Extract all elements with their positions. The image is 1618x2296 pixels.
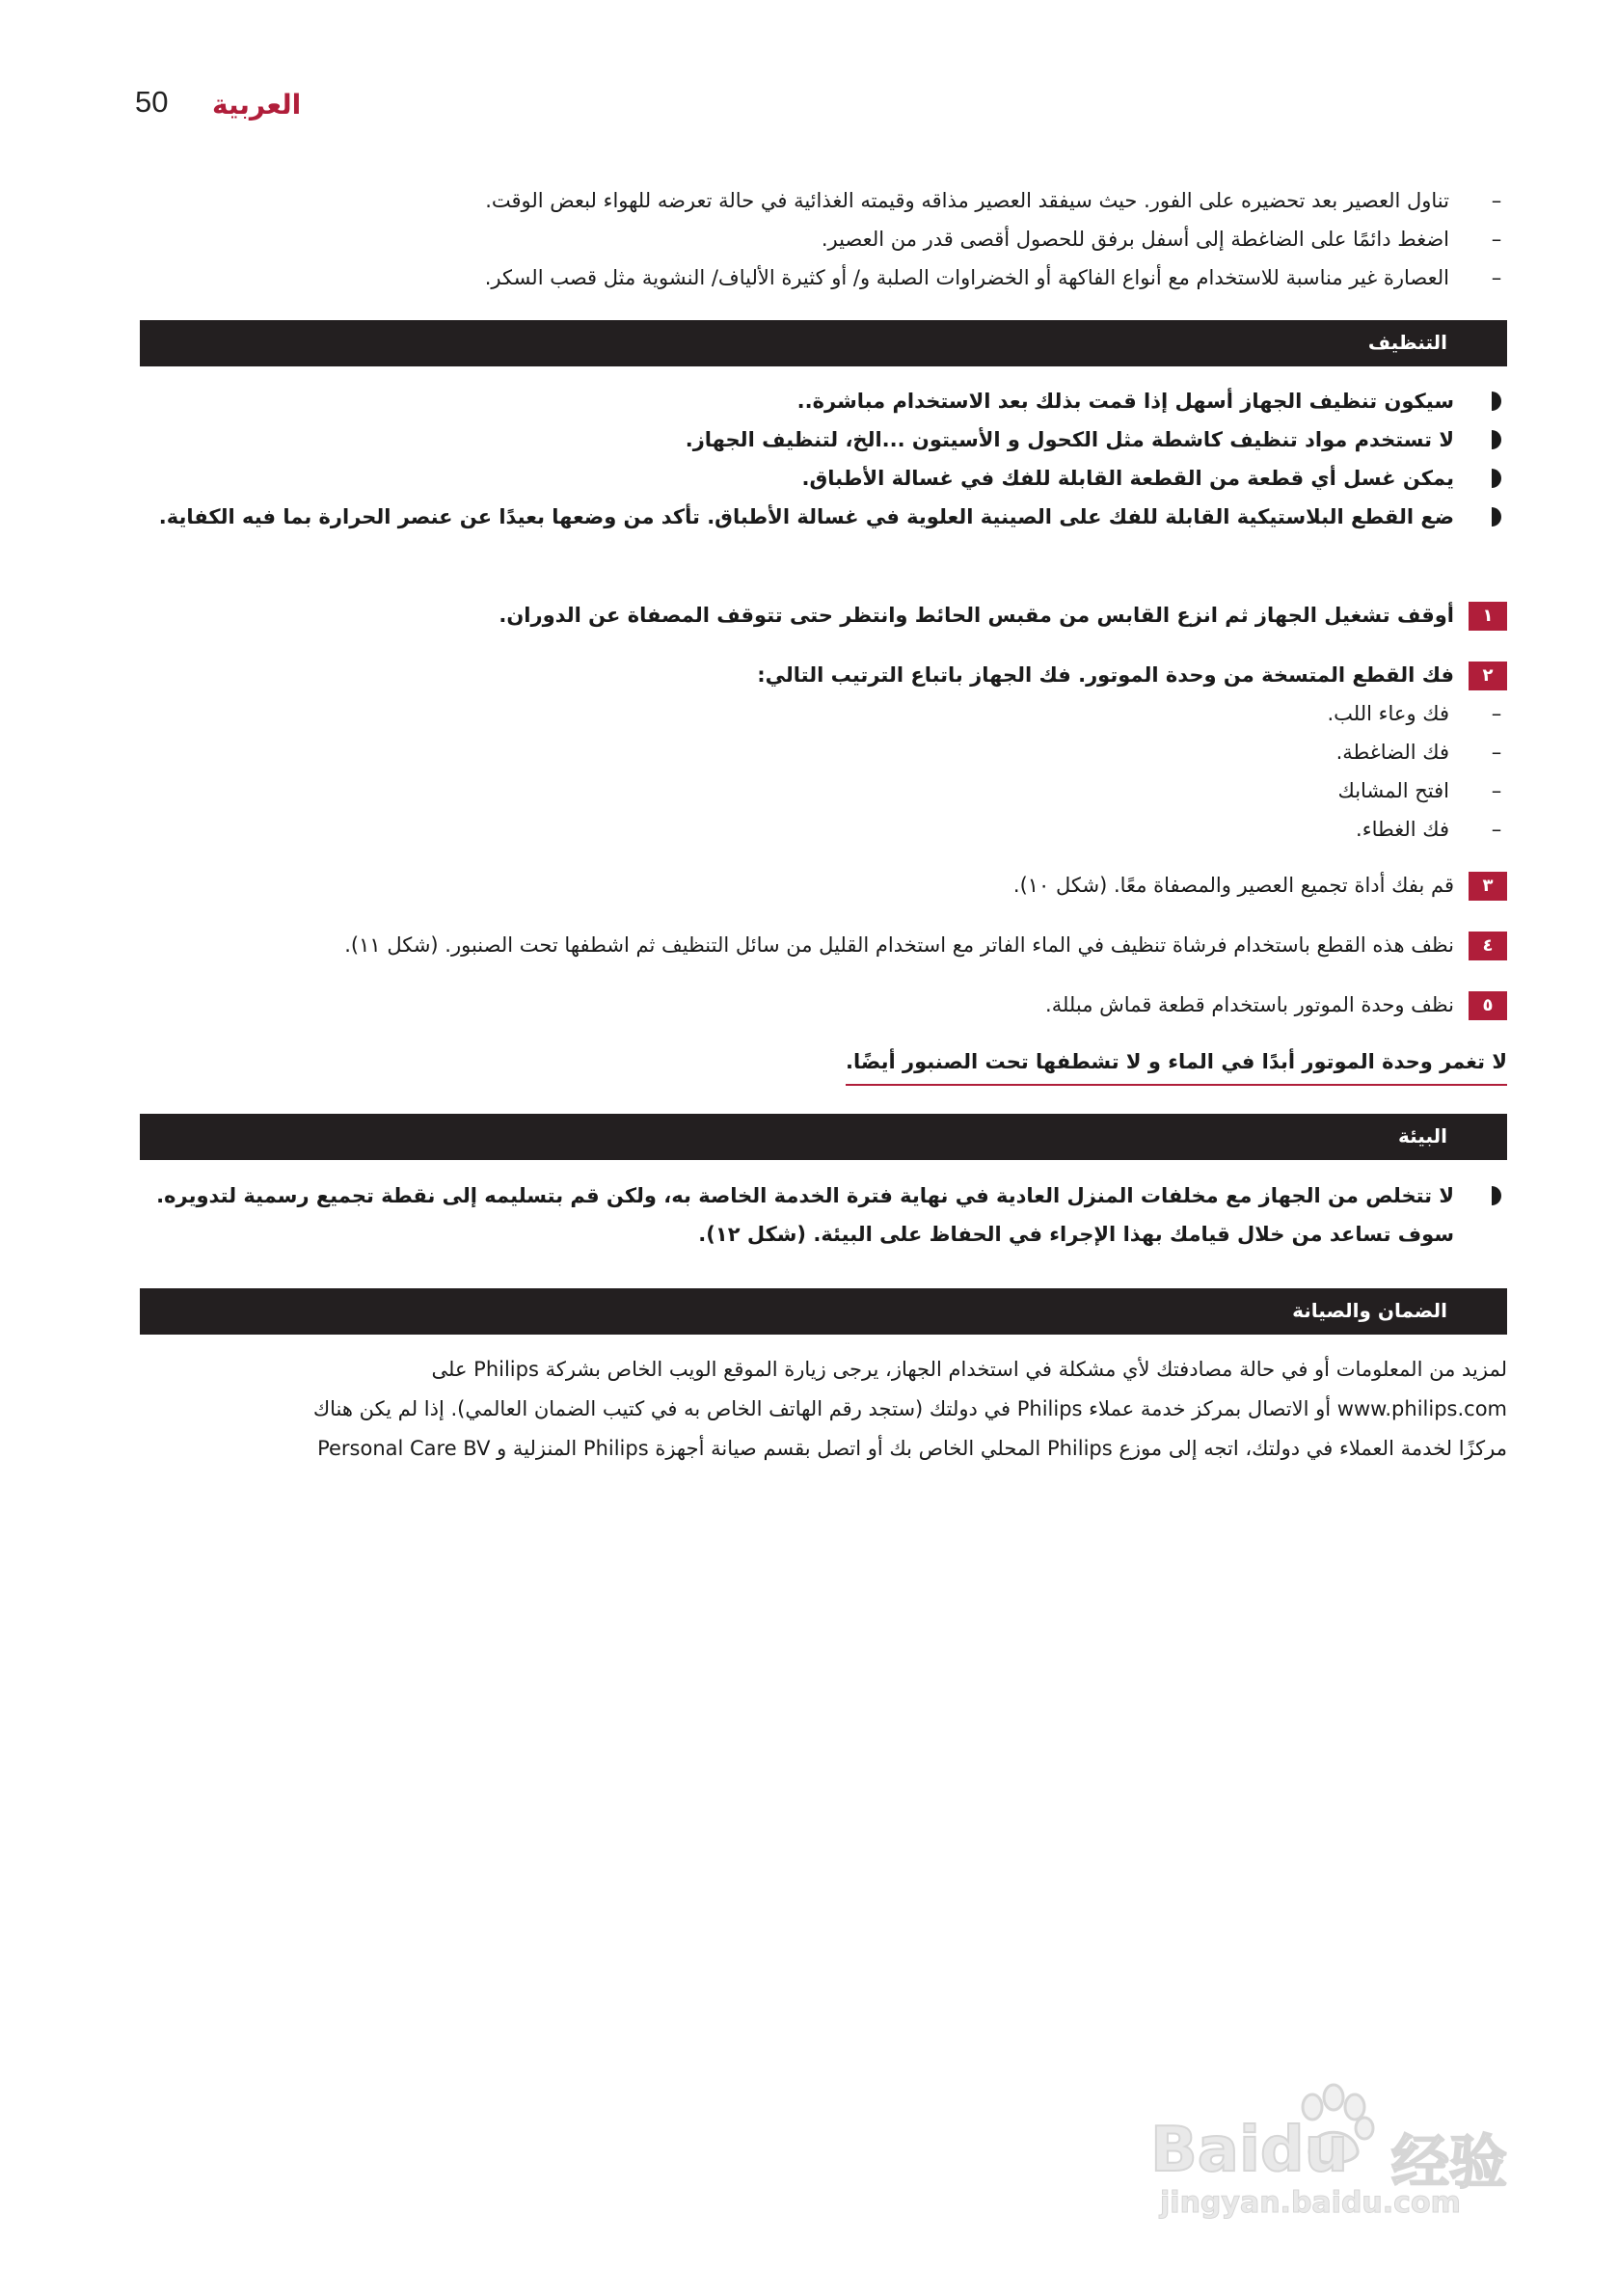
list-item: – فك الغطاء.	[1356, 818, 1502, 841]
list-item: لا تتخلص من الجهاز مع مخلفات المنزل العادية في نهاية فترة الخدمة الخاصة به، ولكن قم بتسليمه إلى نقطة تجميع رسمية لتدويره.	[140, 1176, 1507, 1215]
list-item: – فك وعاء اللب.	[1327, 702, 1502, 725]
watermark-brand: Baidu	[1150, 2115, 1349, 2186]
cleaning-step-1: ١ أوقف تشغيل الجهاز ثم انزع القابس من مقبس الحائط وانتظر حتى تتوقف المصفاة عن الدوران.	[140, 596, 1507, 635]
step-number-badge: ١	[1469, 602, 1507, 631]
page-header	[135, 85, 1485, 133]
list-item: لا تستخدم مواد تنظيف كاشطة مثل الكحول و الأسيتون ...الخ، لتنظيف الجهاز.	[140, 420, 1507, 459]
list-item: – فك الضاغطة.	[1335, 741, 1502, 764]
step-number-badge: ٥	[1469, 991, 1507, 1020]
half-circle-bullet-icon	[1482, 469, 1501, 488]
warning-note: لا تغمر وحدة الموتور أبدًا في الماء و لا تشطفها تحت الصنبور أيضًا.	[846, 1043, 1507, 1086]
environment-content	[140, 1176, 1507, 1254]
list-item: يمكن غسل أي قطعة من القطعة القابلة للفك في غسالة الأطباق.	[140, 459, 1507, 498]
half-circle-bullet-icon	[1482, 430, 1501, 449]
baidu-watermark	[1150, 2078, 1565, 2223]
list-item: – اضغط دائمًا على الضاغطة إلى أسفل برفق للحصول أقصى قدر من العصير.	[821, 228, 1502, 251]
half-circle-bullet-icon	[1482, 392, 1501, 411]
list-item: ضع القطع البلاستيكية القابلة للفك على الصينية العلوية في غسالة الأطباق. تأكد من وضعها بعيدًا عن عنصر الحرارة بما فيه الكفاية.	[140, 498, 1507, 536]
cleaning-step-2: ٢ فك القطع المتسخة من وحدة الموتور. فك الجهاز باتباع الترتيب التالي: – فك وعاء اللب. – فك الضاغطة. – افتح المشابك – فك الغطاء.	[140, 656, 1507, 849]
list-item: سوف تساعد من خلال قيامك بهذا الإجراء في الحفاظ على البيئة. (شكل ١٢).	[698, 1223, 1454, 1246]
list-item: – العصارة غير مناسبة للاستخدام مع أنواع الفاكهة أو الخضراوات الصلبة و/ أو كثيرة الألياف/ النشوية مثل قصب السكر.	[484, 266, 1502, 289]
language-label: العربية	[212, 89, 302, 121]
list-item: – تناول العصير بعد تحضيره على الفور. حيث سيفقد العصير مذاقه وقيمته الغذائية في حالة تعرضه للهواء لبعض الوقت.	[485, 189, 1502, 212]
step-number-badge: ٣	[1469, 872, 1507, 901]
section-header-environment: البيئة	[140, 1114, 1507, 1160]
intro-tips	[140, 181, 1507, 297]
list-item: – افتح المشابك	[1337, 779, 1502, 802]
watermark-url: jingyan.baidu.com	[1160, 2186, 1461, 2220]
paragraph-line: لمزيد من المعلومات أو في حالة مصادفتك لأي مشكلة في استخدام الجهاز، يرجى زيارة الموقع الويب الخاص بشركة Philips على	[431, 1358, 1507, 1381]
step-number-badge: ٢	[1469, 662, 1507, 690]
paragraph-line: www.philips.com أو الاتصال بمركز خدمة عملاء Philips في دولتك (ستجد رقم الهاتف الخاص به في كتيب الضمان العالمي). إذا لم يكن هناك	[312, 1397, 1507, 1420]
cleaning-bullets	[140, 382, 1507, 536]
half-circle-bullet-icon	[1482, 507, 1501, 527]
cleaning-step-4: ٤ نظف هذه القطع باستخدام فرشاة تنظيف في الماء الفاتر مع استخدام القليل من سائل التنظيف ثم اشطفها تحت الصنبور. (شكل ١١).	[140, 926, 1507, 964]
guarantee-content	[140, 1350, 1507, 1469]
cleaning-step-5: ٥ نظف وحدة الموتور باستخدام قطعة قماش مبللة.	[140, 986, 1507, 1024]
half-circle-bullet-icon	[1482, 1186, 1501, 1205]
list-item: سيكون تنظيف الجهاز أسهل إذا قمت بذلك بعد الاستخدام مباشرة..	[140, 382, 1507, 420]
cleaning-step-3: ٣ قم بفك أداة تجميع العصير والمصفاة معًا. (شكل ١٠).	[140, 866, 1507, 905]
page-number: 50	[135, 85, 169, 119]
paragraph-line: مركزًا لخدمة العملاء في دولتك، اتجه إلى موزع Philips المحلي الخاص بك أو اتصل بقسم صيانة أجهزة Philips المنزلية و Personal Care BV	[317, 1437, 1507, 1460]
section-header-guarantee: الضمان والصيانة	[140, 1288, 1507, 1335]
section-header-cleaning: التنظيف	[140, 320, 1507, 366]
step-number-badge: ٤	[1469, 932, 1507, 960]
watermark-tag: 经验	[1391, 2129, 1507, 2197]
